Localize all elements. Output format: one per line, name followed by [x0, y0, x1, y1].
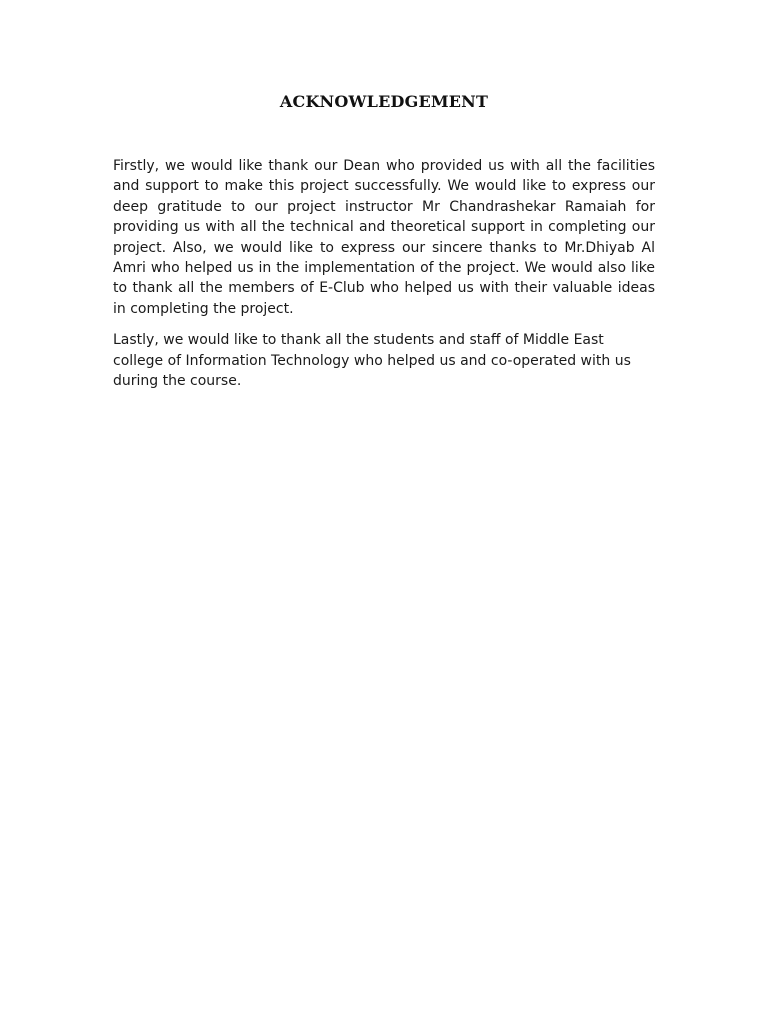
acknowledgement-body [113, 156, 655, 402]
page-title: ACKNOWLEDGEMENT [279, 92, 489, 111]
paragraph-1: Firstly, we would like thank our Dean who provided us with all the facilities and support to make this project successfully. We would like to express our deep gratitude to our project instructor Mr Chandrashekar Ramaiah for providing us with all the technical and theoretical support in completing our project. Also, we would like to express our sincere thanks to Mr.Dhiyab Al Amri who helped us in the implementation of the project. We would also like to thank all the members of E-Club who helped us with their valuable ideas in completing the project. [113, 158, 655, 317]
paragraph-2: Lastly, we would like to thank all the students and staff of Middle East college of Information Technology who helped us and co-operated with us during the course. [113, 332, 631, 390]
